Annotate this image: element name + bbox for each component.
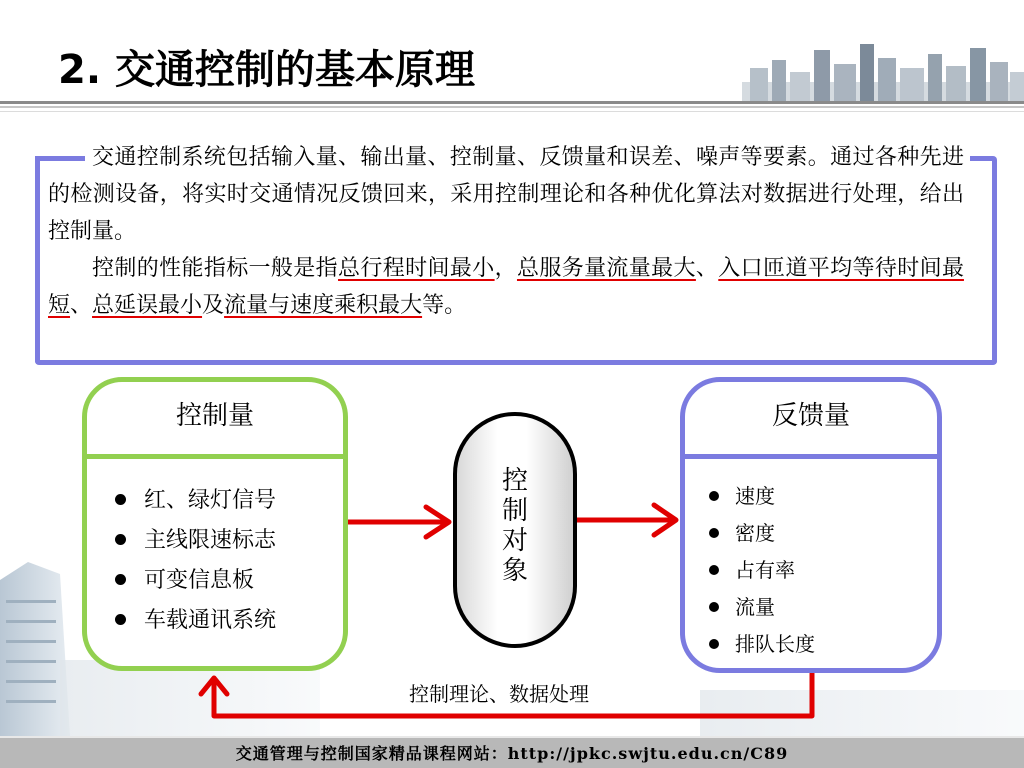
list-item-label: 速度 bbox=[735, 484, 775, 508]
feedback-box-divider bbox=[685, 454, 937, 459]
control-items-list bbox=[115, 481, 276, 641]
bullet-icon bbox=[709, 602, 719, 612]
feedback-box bbox=[680, 377, 942, 673]
list-item bbox=[115, 481, 276, 521]
control-input-box bbox=[82, 377, 348, 671]
feedback-path-label: 控制理论、数据处理 bbox=[409, 682, 589, 706]
list-item-label: 主线限速标志 bbox=[144, 528, 277, 553]
metric-max-service-flow: 总服务量流量最大 bbox=[516, 256, 696, 281]
object-char: 制 bbox=[501, 496, 528, 526]
list-item-label: 可变信息板 bbox=[144, 568, 255, 593]
list-item-label: 占有率 bbox=[735, 558, 795, 582]
list-item bbox=[115, 601, 276, 641]
control-box-divider bbox=[87, 454, 343, 459]
metric-ramp-wait-time: 入口匝道平均等待时间最短 bbox=[48, 256, 964, 318]
list-item-label: 车载通讯系统 bbox=[144, 608, 277, 633]
list-item-label: 排队长度 bbox=[735, 632, 815, 656]
list-item bbox=[709, 626, 815, 663]
bullet-icon bbox=[709, 528, 719, 538]
control-box-title: 控制量 bbox=[175, 401, 254, 431]
arrow-object-to-feedback bbox=[577, 505, 676, 535]
metric-separator: ， bbox=[494, 256, 517, 281]
list-item-label: 红、绿灯信号 bbox=[144, 488, 277, 513]
list-item-label: 密度 bbox=[735, 521, 775, 545]
feedback-items-list bbox=[709, 478, 815, 663]
list-item bbox=[709, 589, 815, 626]
controlled-object-label bbox=[457, 466, 573, 586]
list-item bbox=[709, 552, 815, 589]
list-item bbox=[115, 521, 276, 561]
list-item bbox=[709, 478, 815, 515]
object-char: 象 bbox=[501, 556, 528, 586]
performance-intro: 控制的性能指标一般是指 bbox=[92, 256, 339, 281]
bullet-icon bbox=[115, 614, 126, 625]
feedback-box-title: 反馈量 bbox=[771, 401, 850, 431]
metric-separator: 及 bbox=[202, 293, 225, 318]
metric-flow-speed-product: 流量与速度乘积最大 bbox=[224, 293, 423, 318]
bullet-icon bbox=[709, 491, 719, 501]
metric-total-travel-time: 总行程时间最小 bbox=[338, 256, 495, 281]
footer-bar bbox=[0, 736, 1024, 768]
bullet-icon bbox=[115, 494, 126, 505]
slide-title: 2. 交通控制的基本原理 bbox=[58, 47, 475, 93]
metric-separator: 、 bbox=[695, 256, 719, 281]
bullet-icon bbox=[709, 639, 719, 649]
arrow-control-to-object bbox=[348, 507, 449, 537]
bullet-icon bbox=[115, 574, 126, 585]
footer-course-website: 交通管理与控制国家精品课程网站：http://jpkc.swjtu.edu.cn/C89 bbox=[235, 744, 789, 763]
object-char: 对 bbox=[501, 526, 528, 556]
metric-separator: 、 bbox=[70, 293, 93, 318]
performance-end: 等。 bbox=[422, 293, 467, 318]
controlled-object-node bbox=[453, 412, 577, 648]
description-paragraph-1: 交通控制系统包括输入量、输出量、控制量、反馈量和误差、噪声等要素。通过各种先进的检测设备，将实时交通情况反馈回来，采用控制理论和各种优化算法对数据进行处理，给出控制量。 bbox=[48, 145, 964, 244]
list-item bbox=[709, 515, 815, 552]
bullet-icon bbox=[115, 534, 126, 545]
metric-min-delay: 总延误最小 bbox=[92, 293, 203, 318]
bullet-icon bbox=[709, 565, 719, 575]
object-char: 控 bbox=[501, 466, 528, 496]
list-item-label: 流量 bbox=[735, 595, 775, 619]
list-item bbox=[115, 561, 276, 601]
